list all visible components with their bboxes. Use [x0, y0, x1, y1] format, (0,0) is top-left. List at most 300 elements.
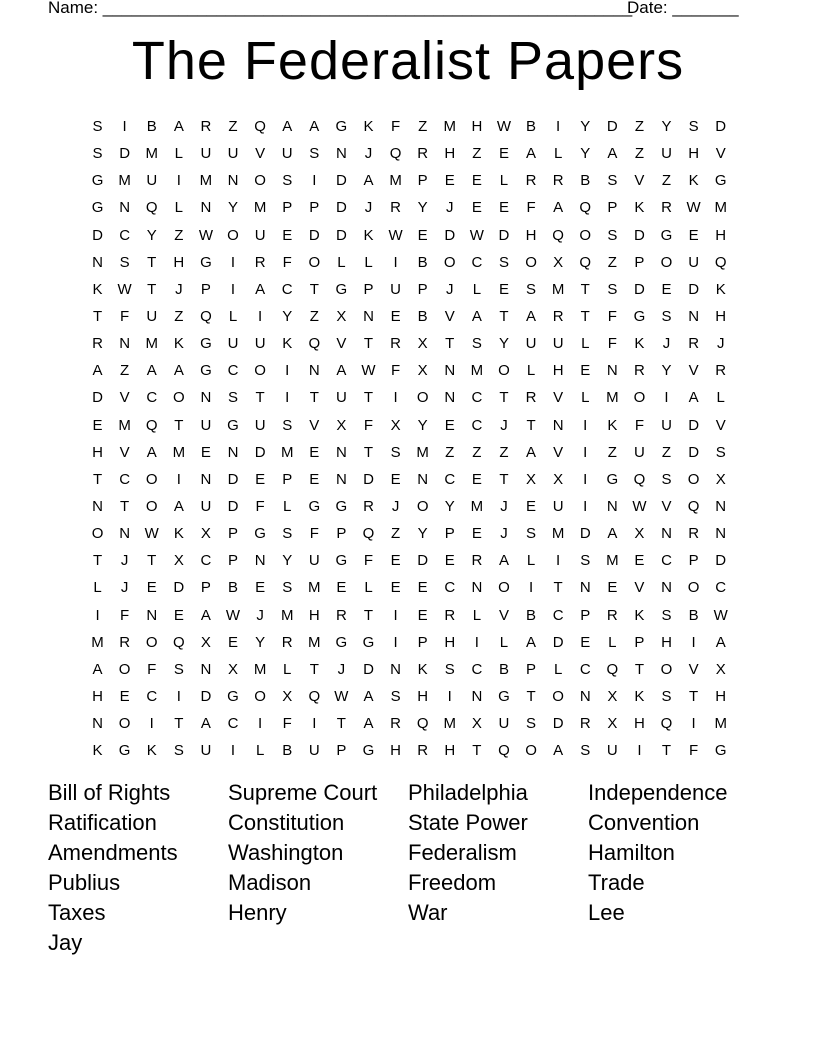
grid-letter: O: [416, 498, 429, 516]
grid-letter: H: [444, 742, 456, 760]
grid-letter: I: [285, 389, 290, 407]
grid-letter: C: [471, 416, 483, 434]
grid-letter: C: [227, 715, 239, 733]
grid-letter: J: [446, 199, 454, 217]
grid-letter: X: [634, 525, 645, 543]
grid-letter: E: [390, 552, 401, 570]
grid-letter: N: [444, 389, 456, 407]
grid-letter: M: [199, 172, 213, 190]
grid-letter: P: [607, 199, 618, 217]
grid-letter: D: [363, 470, 374, 488]
grid-letter: F: [120, 606, 130, 624]
grid-letter: R: [335, 606, 347, 624]
grid-letter: A: [146, 443, 157, 461]
grid-letter: X: [553, 253, 564, 271]
grid-letter: F: [607, 335, 617, 353]
grid-letter: F: [607, 308, 617, 326]
grid-letter: T: [363, 606, 374, 624]
grid-letter: Y: [282, 552, 293, 570]
grid-letter: E: [417, 579, 428, 597]
grid-letter: R: [471, 552, 483, 570]
grid-letter: N: [606, 498, 618, 516]
grid-letter: D: [552, 715, 564, 733]
grid-letter: C: [281, 280, 293, 298]
word-bank-item: Convention: [588, 810, 700, 835]
grid-letter: K: [634, 688, 645, 706]
grid-letter: V: [119, 443, 130, 461]
grid-row: [84, 629, 734, 656]
grid-row: [84, 222, 734, 249]
grid-letter: V: [661, 498, 672, 516]
grid-letter: M: [253, 660, 267, 678]
grid-letter: I: [528, 579, 534, 597]
grid-letter: Y: [146, 226, 157, 244]
grid-letter: Y: [498, 335, 509, 353]
grid-letter: Y: [417, 199, 428, 217]
grid-letter: C: [579, 660, 591, 678]
grid-letter: R: [525, 172, 537, 190]
grid-letter: E: [336, 579, 347, 597]
grid-letter: S: [92, 145, 103, 163]
grid-letter: X: [390, 416, 401, 434]
grid-letter: J: [391, 498, 400, 516]
grid-letter: H: [417, 688, 429, 706]
grid-letter: Y: [255, 633, 266, 651]
grid-letter: O: [254, 362, 266, 380]
grid-row: [84, 357, 734, 384]
grid-letter: B: [146, 118, 157, 136]
grid-letter: A: [282, 118, 293, 136]
grid-letter: Y: [417, 416, 428, 434]
word-bank-item: State Power: [408, 810, 528, 835]
grid-letter: M: [118, 172, 131, 190]
grid-letter: R: [661, 199, 672, 217]
grid-letter: Q: [498, 742, 510, 760]
grid-letter: E: [607, 579, 618, 597]
grid-row: [84, 330, 734, 357]
grid-letter: Q: [308, 688, 321, 706]
grid-letter: P: [634, 633, 645, 651]
grid-letter: Z: [607, 443, 617, 461]
grid-letter: D: [92, 389, 103, 407]
grid-letter: D: [715, 552, 727, 570]
grid-letter: G: [606, 470, 619, 488]
grid-letter: I: [393, 389, 398, 407]
grid-letter: B: [580, 172, 591, 190]
grid-letter: O: [118, 715, 131, 733]
grid-letter: C: [552, 606, 564, 624]
grid-row: [84, 249, 734, 276]
grid-letter: Q: [660, 715, 673, 733]
grid-row: [84, 710, 734, 737]
grid-letter: H: [525, 226, 537, 244]
grid-letter: J: [716, 335, 725, 353]
grid-letter: Q: [389, 145, 402, 163]
grid-letter: N: [119, 199, 131, 217]
grid-letter: A: [92, 660, 103, 678]
grid-letter: T: [147, 253, 157, 271]
grid-letter: G: [335, 118, 348, 136]
grid-letter: P: [282, 199, 293, 217]
grid-letter: E: [526, 498, 537, 516]
grid-letter: W: [334, 688, 349, 706]
grid-letter: D: [579, 525, 591, 543]
grid-letter: L: [337, 253, 346, 271]
grid-letter: F: [634, 416, 644, 434]
grid-letter: I: [312, 172, 317, 190]
grid-row: [84, 384, 734, 411]
grid-letter: D: [254, 443, 266, 461]
grid-letter: V: [309, 416, 320, 434]
grid-letter: T: [580, 308, 590, 326]
grid-letter: W: [713, 606, 728, 624]
grid-letter: T: [120, 498, 130, 516]
grid-letter: Q: [308, 335, 321, 353]
grid-letter: C: [227, 362, 239, 380]
grid-letter: J: [337, 660, 346, 678]
grid-letter: R: [552, 172, 564, 190]
grid-letter: I: [122, 118, 127, 136]
grid-letter: Q: [579, 253, 592, 271]
grid-letter: H: [92, 688, 103, 706]
grid-letter: Q: [579, 199, 592, 217]
grid-letter: U: [552, 335, 564, 353]
grid-letter: A: [688, 389, 699, 407]
grid-letter: P: [417, 172, 428, 190]
grid-letter: J: [662, 335, 671, 353]
grid-letter: H: [471, 118, 483, 136]
grid-letter: T: [363, 443, 374, 461]
grid-letter: S: [580, 552, 591, 570]
grid-letter: C: [471, 389, 483, 407]
word-bank-item: Hamilton: [588, 840, 675, 865]
grid-letter: I: [447, 688, 452, 706]
grid-letter: G: [200, 335, 212, 353]
grid-letter: U: [525, 335, 537, 353]
grid-letter: X: [336, 308, 347, 326]
grid-row: [84, 276, 734, 303]
grid-letter: J: [175, 280, 183, 298]
name-field-label: Name: ________________________________________________________: [48, 0, 633, 17]
grid-letter: T: [309, 389, 319, 407]
word-bank-item: Henry: [228, 900, 287, 925]
grid-letter: X: [417, 335, 428, 353]
grid-letter: L: [499, 172, 509, 190]
grid-letter: U: [281, 145, 293, 163]
grid-letter: T: [499, 470, 509, 488]
grid-letter: R: [390, 199, 401, 217]
grid-letter: E: [146, 579, 157, 597]
grid-letter: B: [498, 660, 509, 678]
word-search-grid: [84, 113, 734, 764]
grid-letter: N: [119, 335, 131, 353]
grid-letter: M: [714, 715, 727, 733]
grid-letter: K: [634, 606, 645, 624]
grid-letter: U: [308, 742, 320, 760]
grid-letter: P: [688, 552, 699, 570]
grid-letter: I: [556, 118, 561, 136]
grid-letter: O: [660, 253, 673, 271]
grid-letter: U: [227, 145, 239, 163]
grid-letter: E: [580, 633, 591, 651]
grid-letter: Y: [228, 199, 239, 217]
grid-letter: G: [335, 633, 348, 651]
grid-letter: S: [526, 715, 537, 733]
grid-letter: S: [526, 525, 537, 543]
grid-letter: Z: [390, 525, 401, 543]
grid-letter: E: [390, 308, 401, 326]
grid-letter: O: [145, 633, 158, 651]
grid-letter: L: [255, 742, 265, 760]
grid-letter: S: [282, 416, 293, 434]
grid-letter: I: [230, 253, 236, 271]
grid-letter: G: [118, 742, 131, 760]
grid-row: [84, 412, 734, 439]
grid-letter: E: [661, 280, 672, 298]
grid-letter: X: [715, 660, 726, 678]
grid-letter: Z: [661, 443, 672, 461]
grid-letter: N: [390, 660, 401, 678]
grid-letter: N: [254, 552, 266, 570]
grid-letter: I: [583, 416, 588, 434]
grid-row: [84, 520, 734, 547]
grid-letter: V: [715, 145, 726, 163]
grid-letter: A: [553, 199, 564, 217]
grid-letter: V: [255, 145, 266, 163]
grid-letter: E: [92, 416, 103, 434]
grid-letter: S: [526, 280, 537, 298]
grid-letter: N: [444, 362, 456, 380]
grid-letter: Y: [661, 362, 672, 380]
grid-letter: R: [634, 362, 645, 380]
grid-letter: G: [308, 498, 321, 516]
grid-letter: U: [146, 172, 158, 190]
grid-letter: K: [146, 742, 157, 760]
grid-letter: O: [145, 470, 158, 488]
grid-letter: D: [688, 280, 700, 298]
grid-letter: E: [119, 688, 130, 706]
grid-letter: V: [688, 362, 699, 380]
grid-letter: D: [227, 470, 239, 488]
grid-letter: D: [606, 118, 618, 136]
grid-letter: H: [308, 606, 320, 624]
grid-letter: X: [471, 715, 482, 733]
grid-letter: N: [417, 470, 429, 488]
grid-letter: E: [471, 199, 482, 217]
grid-letter: B: [526, 606, 537, 624]
grid-letter: M: [308, 633, 321, 651]
grid-letter: X: [715, 470, 726, 488]
grid-letter: N: [471, 688, 483, 706]
grid-letter: E: [444, 552, 455, 570]
grid-letter: F: [282, 253, 292, 271]
grid-letter: L: [283, 498, 292, 516]
grid-letter: L: [553, 145, 563, 163]
grid-letter: N: [200, 470, 212, 488]
grid-letter: I: [312, 715, 317, 733]
grid-letter: A: [255, 280, 266, 298]
grid-letter: R: [688, 335, 700, 353]
grid-letter: O: [498, 579, 510, 597]
grid-letter: E: [444, 416, 455, 434]
grid-letter: M: [606, 389, 619, 407]
grid-letter: D: [634, 226, 645, 244]
grid-letter: I: [176, 688, 181, 706]
grid-letter: S: [119, 253, 130, 271]
grid-letter: T: [147, 552, 157, 570]
grid-letter: X: [607, 688, 618, 706]
grid-letter: M: [470, 498, 484, 516]
grid-letter: G: [714, 742, 727, 760]
grid-letter: H: [173, 253, 185, 271]
grid-letter: N: [227, 172, 239, 190]
grid-letter: S: [282, 172, 293, 190]
grid-letter: T: [92, 552, 103, 570]
grid-letter: W: [198, 226, 213, 244]
grid-letter: R: [92, 335, 103, 353]
grid-letter: H: [661, 633, 672, 651]
grid-letter: N: [715, 525, 727, 543]
grid-letter: M: [470, 362, 484, 380]
grid-letter: A: [363, 715, 374, 733]
grid-letter: C: [119, 470, 131, 488]
grid-letter: I: [230, 280, 236, 298]
grid-letter: I: [393, 633, 398, 651]
grid-letter: S: [173, 660, 184, 678]
grid-letter: O: [687, 470, 700, 488]
word-bank-item: Philadelphia: [408, 780, 528, 805]
grid-letter: C: [444, 579, 456, 597]
grid-letter: E: [390, 579, 401, 597]
grid-letter: M: [280, 443, 294, 461]
grid-row: [84, 167, 734, 194]
grid-letter: V: [634, 579, 645, 597]
grid-letter: O: [552, 688, 564, 706]
grid-letter: B: [282, 742, 293, 760]
grid-letter: Q: [606, 660, 619, 678]
grid-letter: D: [335, 226, 347, 244]
grid-letter: Q: [714, 253, 727, 271]
grid-letter: S: [661, 606, 672, 624]
grid-letter: T: [309, 660, 319, 678]
grid-letter: E: [498, 199, 509, 217]
grid-letter: L: [472, 280, 482, 298]
grid-letter: P: [200, 280, 211, 298]
grid-letter: T: [634, 660, 644, 678]
grid-letter: A: [173, 498, 184, 516]
grid-letter: N: [119, 525, 131, 543]
grid-letter: M: [443, 715, 457, 733]
grid-letter: P: [417, 280, 428, 298]
grid-letter: E: [444, 172, 455, 190]
grid-letter: E: [255, 579, 266, 597]
grid-letter: A: [607, 145, 618, 163]
grid-letter: M: [389, 172, 402, 190]
grid-letter: S: [390, 443, 401, 461]
grid-letter: N: [92, 498, 103, 516]
grid-letter: S: [92, 118, 103, 136]
grid-letter: L: [526, 552, 536, 570]
grid-letter: X: [200, 633, 211, 651]
grid-letter: G: [633, 308, 646, 326]
grid-letter: D: [363, 660, 374, 678]
grid-letter: X: [553, 470, 564, 488]
grid-letter: F: [363, 416, 374, 434]
grid-letter: K: [92, 742, 103, 760]
grid-letter: S: [715, 443, 726, 461]
grid-letter: S: [390, 688, 401, 706]
date-field-label: Date: _______: [627, 0, 739, 17]
grid-row: [84, 574, 734, 601]
grid-letter: M: [714, 199, 727, 217]
grid-letter: A: [498, 552, 509, 570]
grid-letter: F: [120, 308, 130, 326]
grid-letter: T: [499, 389, 509, 407]
grid-letter: R: [688, 525, 700, 543]
grid-letter: L: [364, 253, 373, 271]
grid-letter: Z: [499, 443, 509, 461]
grid-letter: D: [715, 118, 727, 136]
grid-letter: L: [716, 389, 725, 407]
grid-letter: E: [471, 525, 482, 543]
grid-letter: R: [606, 606, 618, 624]
word-bank-item: Lee: [588, 900, 625, 925]
grid-letter: T: [526, 688, 536, 706]
word-bank-item: Taxes: [48, 900, 106, 925]
grid-letter: Q: [254, 118, 266, 136]
grid-letter: E: [498, 145, 509, 163]
grid-letter: M: [606, 552, 619, 570]
grid-row: [84, 602, 734, 629]
grid-letter: Y: [444, 498, 455, 516]
grid-letter: T: [92, 470, 103, 488]
grid-letter: G: [200, 253, 212, 271]
grid-letter: I: [285, 362, 290, 380]
grid-letter: S: [228, 389, 239, 407]
grid-letter: Z: [309, 308, 319, 326]
grid-letter: M: [416, 443, 429, 461]
grid-letter: R: [363, 498, 374, 516]
grid-row: [84, 140, 734, 167]
grid-letter: N: [579, 688, 591, 706]
grid-letter: V: [553, 389, 564, 407]
grid-letter: I: [691, 633, 696, 651]
grid-letter: E: [471, 172, 482, 190]
grid-letter: F: [309, 525, 319, 543]
grid-letter: L: [228, 308, 238, 326]
grid-letter: P: [309, 199, 320, 217]
grid-letter: R: [552, 308, 564, 326]
grid-letter: D: [688, 416, 700, 434]
grid-letter: U: [390, 280, 401, 298]
grid-letter: W: [225, 606, 241, 624]
grid-letter: N: [688, 308, 700, 326]
grid-letter: I: [149, 715, 154, 733]
grid-letter: D: [335, 199, 347, 217]
grid-letter: P: [444, 525, 455, 543]
grid-letter: I: [258, 308, 263, 326]
word-bank-item: Ratification: [48, 810, 157, 835]
grid-letter: E: [309, 443, 320, 461]
grid-letter: O: [443, 253, 456, 271]
grid-letter: N: [715, 498, 727, 516]
grid-letter: S: [607, 280, 618, 298]
grid-letter: D: [227, 498, 239, 516]
grid-letter: P: [417, 633, 428, 651]
grid-letter: U: [146, 308, 158, 326]
grid-letter: G: [91, 172, 104, 190]
grid-letter: U: [335, 389, 347, 407]
